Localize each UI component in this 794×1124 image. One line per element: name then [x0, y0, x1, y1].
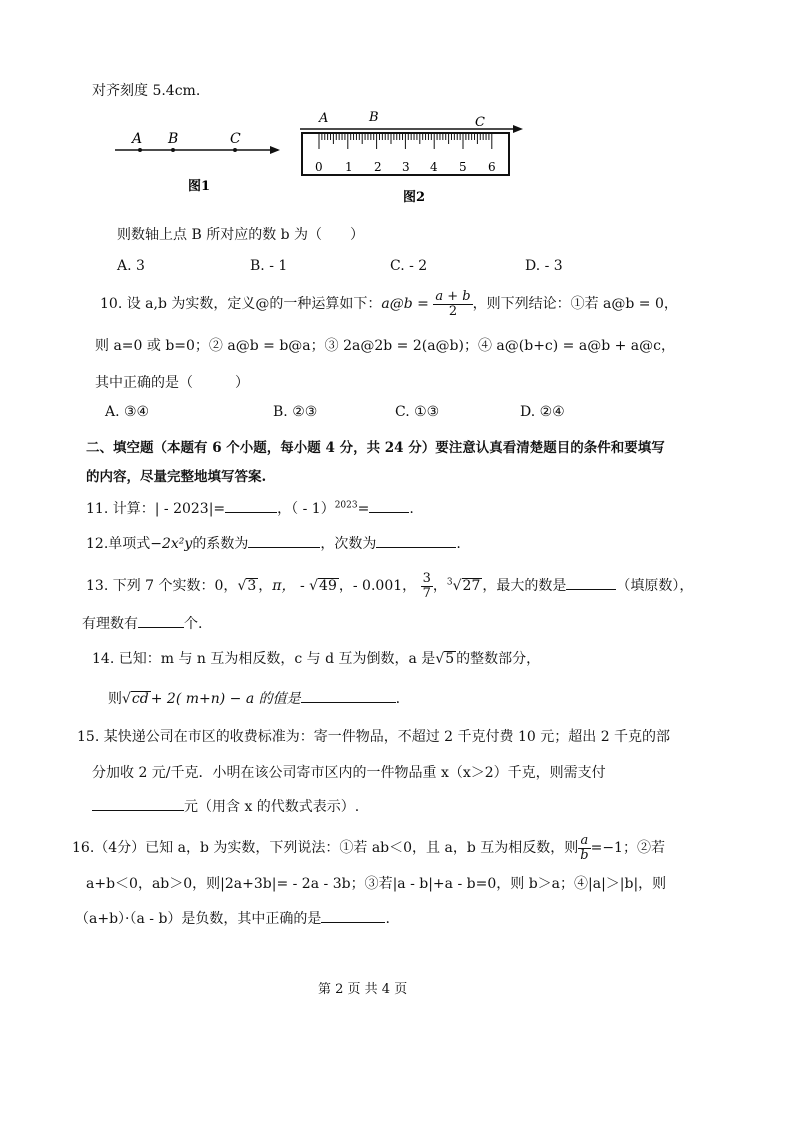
q14-num: 14. — [92, 651, 115, 667]
arrow-head — [513, 125, 523, 133]
q13-blank-1[interactable] — [566, 575, 616, 590]
q13-part3: ，最大的数是 — [482, 578, 567, 595]
q12-part3: ，次数为 — [320, 536, 377, 552]
label-c: C — [475, 115, 485, 130]
q15-num: 15. — [77, 729, 100, 745]
q10-num: 10. — [100, 296, 123, 313]
q16-num: 16. — [72, 840, 95, 857]
q10-line3: 其中正确的是（ ） — [95, 375, 249, 391]
q11-num: 11. — [86, 501, 109, 517]
label-b: B — [168, 131, 179, 147]
point-b — [171, 148, 175, 152]
q16-line2: a+b＜0，ab＞0，则|2a+3b|= - 2a - 3b；③若|a - b|+a - b=0，则 b＞a；④|a|＞|b|，则 — [86, 876, 667, 892]
section-2-heading-line2: 的内容，尽量完整地填写答案. — [86, 469, 267, 485]
point-c — [233, 148, 237, 152]
q13-sqrt3: 3 — [247, 578, 257, 595]
figure-1-caption: 图1 — [188, 179, 211, 194]
figure-2 — [295, 105, 535, 205]
q12-part2: 的系数为 — [192, 536, 249, 552]
q13-part1: 下列 7 个实数：0， — [112, 578, 238, 595]
q12-end: . — [456, 536, 461, 552]
figure-2-caption: 图2 — [403, 190, 426, 205]
q11-exponent: 2023 — [334, 500, 358, 511]
label-a: A — [319, 111, 329, 126]
q11-blank-2[interactable] — [369, 498, 409, 513]
q10-line2: 则 a=0 或 b=0；② a@b = b@a；③ 2a@2b = 2(a@b)；④ a@(b+c) = a@b + a@c， — [95, 338, 675, 354]
q10-line1 — [100, 290, 678, 318]
figure-1 — [110, 125, 290, 195]
ruler-num-1: 1 — [345, 160, 353, 174]
q13-part2: ，- 0.001， — [338, 578, 417, 595]
q10-option-b: B. ②③ — [273, 404, 318, 420]
q14-line1: 14. 已知：m 与 n 互为相反数，c 与 d 互为倒数，a 是√5 的整数部分， — [92, 651, 541, 667]
q14-line2: 则√cd + 2( m+n) − a 的值是 . — [108, 688, 400, 708]
ruler-num-0: 0 — [315, 160, 323, 174]
q14-sqrt5: 5 — [445, 651, 455, 667]
q10-def-lhs: a@b = — [381, 296, 429, 313]
q11-blank-1[interactable] — [225, 498, 277, 513]
label-a: A — [132, 131, 143, 147]
q9-option-c: C. - 2 — [390, 258, 428, 274]
page-footer: 第 2 页 共 4 页 — [318, 982, 408, 997]
q13-fraction: $\frac{3}{7}$ — [422, 571, 431, 601]
label-c: C — [230, 131, 241, 147]
ruler-ticks — [319, 133, 492, 149]
q10-post: ，则下列结论：①若 a@b = 0， — [472, 296, 678, 313]
q15-blank[interactable] — [92, 796, 184, 811]
ruler-num-4: 4 — [430, 160, 438, 174]
ruler-num-6: 6 — [488, 160, 496, 174]
q12-blank-2[interactable] — [376, 533, 456, 548]
q16-fraction: $\frac{a}{b}$ — [580, 833, 589, 863]
q10-pre: 设 a,b 为实数，定义@的一种运算如下： — [126, 296, 382, 313]
q11-end: . — [409, 501, 414, 517]
q13-part4: （填原数）， — [616, 578, 694, 595]
q16-line1: 16.（4分）已知 a，b 为实数，下列说法：①若 ab＜0，且 a，b 互为相反数，则 $\frac{a}{b}$ =−1；②若 — [72, 833, 665, 863]
q9-option-a: A. 3 — [117, 258, 145, 274]
q15-line2: 分加收 2 元/千克．小明在该公司寄市区内的一件物品重 x（x＞2）千克，则需支付 — [92, 765, 606, 781]
q9-stem: 则数轴上点 B 所对应的数 b 为（ ） — [117, 227, 365, 243]
point-a — [138, 148, 142, 152]
q12-expression: −2x²y — [150, 536, 193, 552]
q15-line1: 15. 某快递公司在市区的收费标准为：寄一件物品，不超过 2 千克付费 10 元；超出 2 千克的部 — [77, 729, 671, 745]
q12-blank-1[interactable] — [248, 533, 320, 548]
q9-option-b: B. - 1 — [250, 258, 288, 274]
q13-blank-2[interactable] — [138, 613, 184, 628]
label-b: B — [369, 110, 379, 125]
q11 — [86, 498, 414, 518]
q13-num: 13. — [86, 578, 109, 595]
q12 — [86, 533, 461, 553]
q14-blank[interactable] — [301, 688, 396, 703]
arrow-head — [270, 146, 280, 154]
q10-option-a: A. ③④ — [105, 404, 150, 420]
q16-line3: （a+b）·（a - b）是负数，其中正确的是 . — [75, 908, 390, 928]
top-fragment: 对齐刻度 5.4cm. — [92, 83, 201, 99]
ruler-num-3: 3 — [402, 160, 410, 174]
q15-line3: 元（用含 x 的代数式表示）. — [92, 796, 359, 816]
q13-neg: - — [299, 578, 310, 595]
q16-blank[interactable] — [321, 908, 385, 923]
q11-part2: ，（ - 1） — [277, 501, 335, 517]
q13-line2: 有理数有 个. — [82, 613, 202, 633]
q10-def-fraction: $\frac{a + b}{2}$ — [435, 289, 471, 319]
q13-cube-index: 3 — [446, 577, 453, 588]
q10-option-c: C. ①③ — [395, 404, 440, 420]
q13-cbrt27: 27 — [462, 578, 481, 595]
q12-part1: 单项式 — [108, 536, 151, 552]
q13-sqrt49: 49 — [319, 578, 337, 595]
q11-part3: = — [357, 501, 370, 517]
ruler-num-2: 2 — [374, 160, 382, 174]
q12-num: 12. — [86, 536, 109, 552]
q10-option-d: D. ②④ — [520, 404, 565, 420]
q13-pi: π， — [272, 578, 296, 595]
q13-line1: 13. 下列 7 个实数：0，√3 ，π， - √49 ，- 0.001， $\frac{3}{7}$ ，$^3$√27 ，最大的数是 （填原数）， — [86, 571, 694, 601]
section-2-heading-line1: 二、填空题（本题有 6 个小题，每小题 4 分，共 24 分）要注意认真看清楚题目的条件和要填写 — [86, 440, 665, 456]
q9-option-d: D. - 3 — [525, 258, 563, 274]
q14-sqrt-cd: cd — [131, 691, 149, 707]
ruler-num-5: 5 — [459, 160, 467, 174]
q11-part1: 计算：| - 2023|= — [112, 501, 226, 517]
